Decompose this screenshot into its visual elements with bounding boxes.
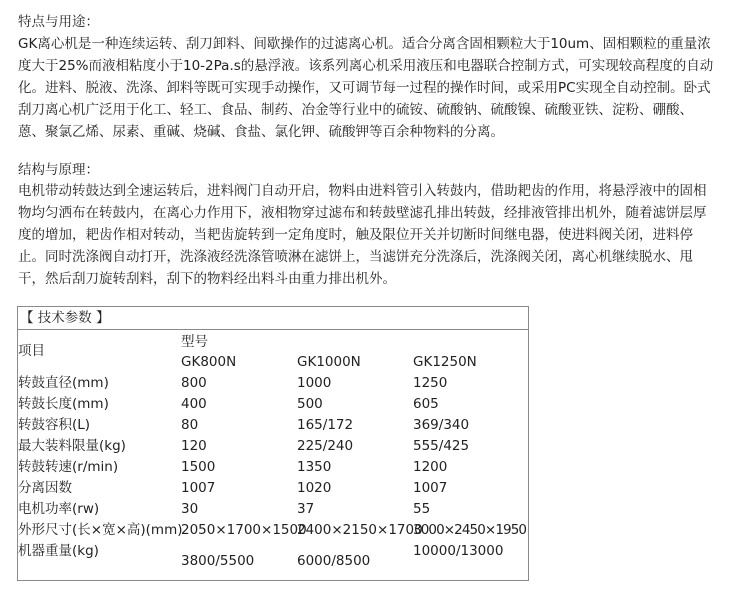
spec-row-value: 6000/8500 xyxy=(297,553,371,569)
spec-row-value: 555/425 xyxy=(413,438,470,454)
spec-row-label: 外形尺寸(长×宽×高)(mm) xyxy=(18,522,183,538)
structure-line: 止。同时洗涤阀自动打开，洗涤液经洗涤管喷淋在滤饼上，当滤饼充分洗涤后，洗涤阀关闭，离心机继续脱水、甩 xyxy=(18,249,693,265)
spec-row-value: 1350 xyxy=(297,459,332,475)
features-line: 蒽、聚氯乙烯、尿素、重碱、烧碱、食盐、氯化钾、硫酸钾等百余种物料的分离。 xyxy=(18,124,504,140)
features-line: GK离心机是一种连续运转、刮刀卸料、间歇操作的过滤离心机。适合分离含固相颗粒大于10um、固相颗粒的重量浓 xyxy=(18,36,711,52)
structure-line: 电机带动转鼓达到全速运转后，进料阀门自动开启，物料由进料管引入转鼓内，借助耙齿的作用，将悬浮液中的固相 xyxy=(18,183,707,199)
spec-row-value: 500 xyxy=(297,396,323,412)
model-name: GK1000N xyxy=(297,354,361,370)
spec-row-value: 1500 xyxy=(181,459,216,475)
structure-paragraph xyxy=(18,180,738,290)
model-name: GK1250N xyxy=(413,354,477,370)
spec-table-header: 【 技术参数 】 xyxy=(18,307,528,330)
spec-table xyxy=(17,306,529,581)
spec-row-value: 800 xyxy=(181,375,207,391)
spec-row-value: 2050×1700×1500 xyxy=(181,522,307,538)
spec-row-label: 转鼓容积(L) xyxy=(18,417,91,433)
structure-line: 物均匀洒布在转鼓内，在离心力作用下，液相物穿过滤布和转鼓壁滤孔排出转鼓，经排液管排出机外，随着滤饼层厚 xyxy=(18,205,707,221)
item-label: 项目 xyxy=(18,343,45,359)
spec-row-value: 120 xyxy=(181,438,207,454)
spec-row-value: 225/240 xyxy=(297,438,354,454)
spec-row-label: 机器重量(kg) xyxy=(18,543,99,559)
spec-row-value: 10000/13000 xyxy=(413,543,504,559)
structure-title: 结构与原理： xyxy=(18,162,99,178)
spec-row-value: 1007 xyxy=(181,480,216,496)
spec-row-value: 2400×2150×1700 xyxy=(297,522,423,538)
model-name: GK800N xyxy=(181,354,237,370)
spec-row-label: 分离因数 xyxy=(18,480,72,496)
structure-line: 度的增加，耙齿作相对转动，当耙齿旋转到一定角度时，触及限位开关并切断时间继电器，使进料阀关闭，进料停 xyxy=(18,227,693,243)
spec-row-label: 最大装料限量(kg) xyxy=(18,438,126,454)
features-line: 化。进料、脱液、洗涤、卸料等既可实现手动操作，又可调节每一过程的操作时间，或采用PC实现全自动控制。卧式 xyxy=(18,80,711,96)
spec-row-value: 3800/5500 xyxy=(181,553,255,569)
spec-row-value: 1000 xyxy=(297,375,332,391)
spec-row-label: 转鼓直径(mm) xyxy=(18,375,109,391)
spec-row-label: 电机功率(rw) xyxy=(18,501,100,517)
spec-row-value: 1200 xyxy=(413,459,448,475)
features-title: 特点与用途： xyxy=(18,14,99,30)
spec-row-value: 80 xyxy=(181,417,199,433)
spec-row-value: 400 xyxy=(181,396,207,412)
structure-line: 干，然后刮刀旋转刮料，刮下的物料经出料斗由重力排出机外。 xyxy=(18,271,396,287)
features-paragraph xyxy=(18,33,738,143)
spec-row-value: 30 xyxy=(181,501,199,517)
spec-row-value: 37 xyxy=(297,501,315,517)
spec-row-value: 1020 xyxy=(297,480,332,496)
spec-row-label: 转鼓转速(r/min) xyxy=(18,459,119,475)
spec-row-value: 369/340 xyxy=(413,417,470,433)
spec-row-value: 605 xyxy=(413,396,439,412)
spec-row-value: 3000×2450×1950 xyxy=(413,522,527,538)
spec-row-value: 165/172 xyxy=(297,417,354,433)
spec-row-value: 1007 xyxy=(413,480,448,496)
spec-row-label: 转鼓长度(mm) xyxy=(18,396,109,412)
features-line: 刮刀离心机广泛用于化工、轻工、食品、制药、冶金等行业中的硫铵、硫酸钠、硫酸镍、硫酸亚铁、淀粉、硼酸、 xyxy=(18,102,693,118)
model-label: 型号 xyxy=(181,334,208,350)
spec-row-value: 55 xyxy=(413,501,431,517)
features-line: 度大于25%而液相粘度小于10-2Pa.s的悬浮液。该系列离心机采用液压和电器联合控制方式，可实现较高程度的自动 xyxy=(18,58,714,74)
spec-row-value: 1250 xyxy=(413,375,448,391)
